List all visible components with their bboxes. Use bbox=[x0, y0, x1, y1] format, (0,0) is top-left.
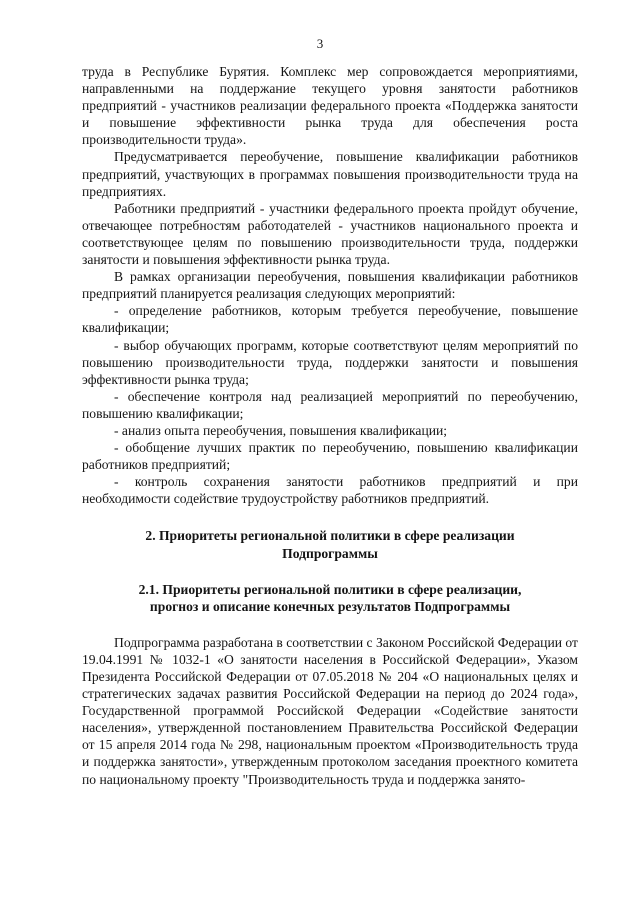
list-item-best-practices: - обобщение лучших практик по переобучению, повышению квалификации работников предприятий; bbox=[82, 440, 578, 473]
paragraph-employees-training: Работники предприятий - участники федерального проекта пройдут обучение, отвечающее потребностям работодателей - участников национального проекта и соответствующее целям по повышению производительности труда, поддержки занятости и повышения эффективности рынка труда. bbox=[82, 200, 578, 268]
page-body bbox=[82, 63, 578, 788]
section-heading-line2: Подпрограммы bbox=[282, 545, 378, 561]
list-item-identify-employees: - определение работников, которым требуется переобучение, повышение квалификации; bbox=[82, 303, 578, 336]
paragraph-continued: труда в Республике Бурятия. Комплекс мер сопровождается мероприятиями, направленными на поддержание текущего уровня занятости работников предприятий - участников реализации федерального проекта «Поддержка занятости и повышение эффективности рынка труда для обеспечения роста производительности труда». bbox=[82, 64, 578, 148]
paragraph-retraining: Предусматривается переобучение, повышение квалификации работников предприятий, участвующих в программах повышения производительности труда на предприятиях. bbox=[82, 149, 578, 199]
list-item-ensure-control: - обеспечение контроля над реализацией мероприятий по переобучению, повышению квалификации; bbox=[82, 388, 578, 421]
paragraph-legal-basis: Подпрограмма разработана в соответствии с Законом Российской Федерации от 19.04.1991 № 1032-1 «О занятости населения в Российской Федерации», Указом Президента Российской Федерации от 07.05.2018 № 204 «О национальных целях и стратегических задачах развития Российской Федерации на период до 2024 года», Государственной программой Российской Федерации «Содействие занятости населения», утвержденной постановлением Правительства Российской Федерации от 15 апреля 2014 года № 298, национальным проектом «Производительность труда и поддержка занятости», утвержденным протоколом заседания проектного комитета по национальному проекту "Производительность труда и поддержка занято- bbox=[82, 634, 578, 787]
subsection-heading-line1: 2.1. Приоритеты региональной политики в сфере реализации, bbox=[138, 581, 522, 597]
list-item-employment-control: - контроль сохранения занятости работников предприятий и при необходимости содействие трудоустройству работников предприятий. bbox=[82, 474, 578, 507]
subsection-heading-line2: прогноз и описание конечных результатов Подпрограммы bbox=[149, 598, 511, 614]
subsection-heading bbox=[82, 581, 578, 615]
section-heading-line1: 2. Приоритеты региональной политики в сфере реализации bbox=[145, 528, 515, 544]
list-item-select-programs: - выбор обучающих программ, которые соответствуют целям мероприятий по повышению производительности труда, поддержки занятости и повышения эффективности рынка труда; bbox=[82, 337, 578, 387]
list-item-analyze-experience: - анализ опыта переобучения, повышения квалификации; bbox=[114, 422, 448, 438]
section-heading bbox=[82, 527, 578, 561]
paragraph-measures-intro: В рамках организации переобучения, повышения квалификации работников предприятий планируется реализация следующих мероприятий: bbox=[82, 269, 578, 302]
page-number: 3 bbox=[316, 36, 324, 51]
